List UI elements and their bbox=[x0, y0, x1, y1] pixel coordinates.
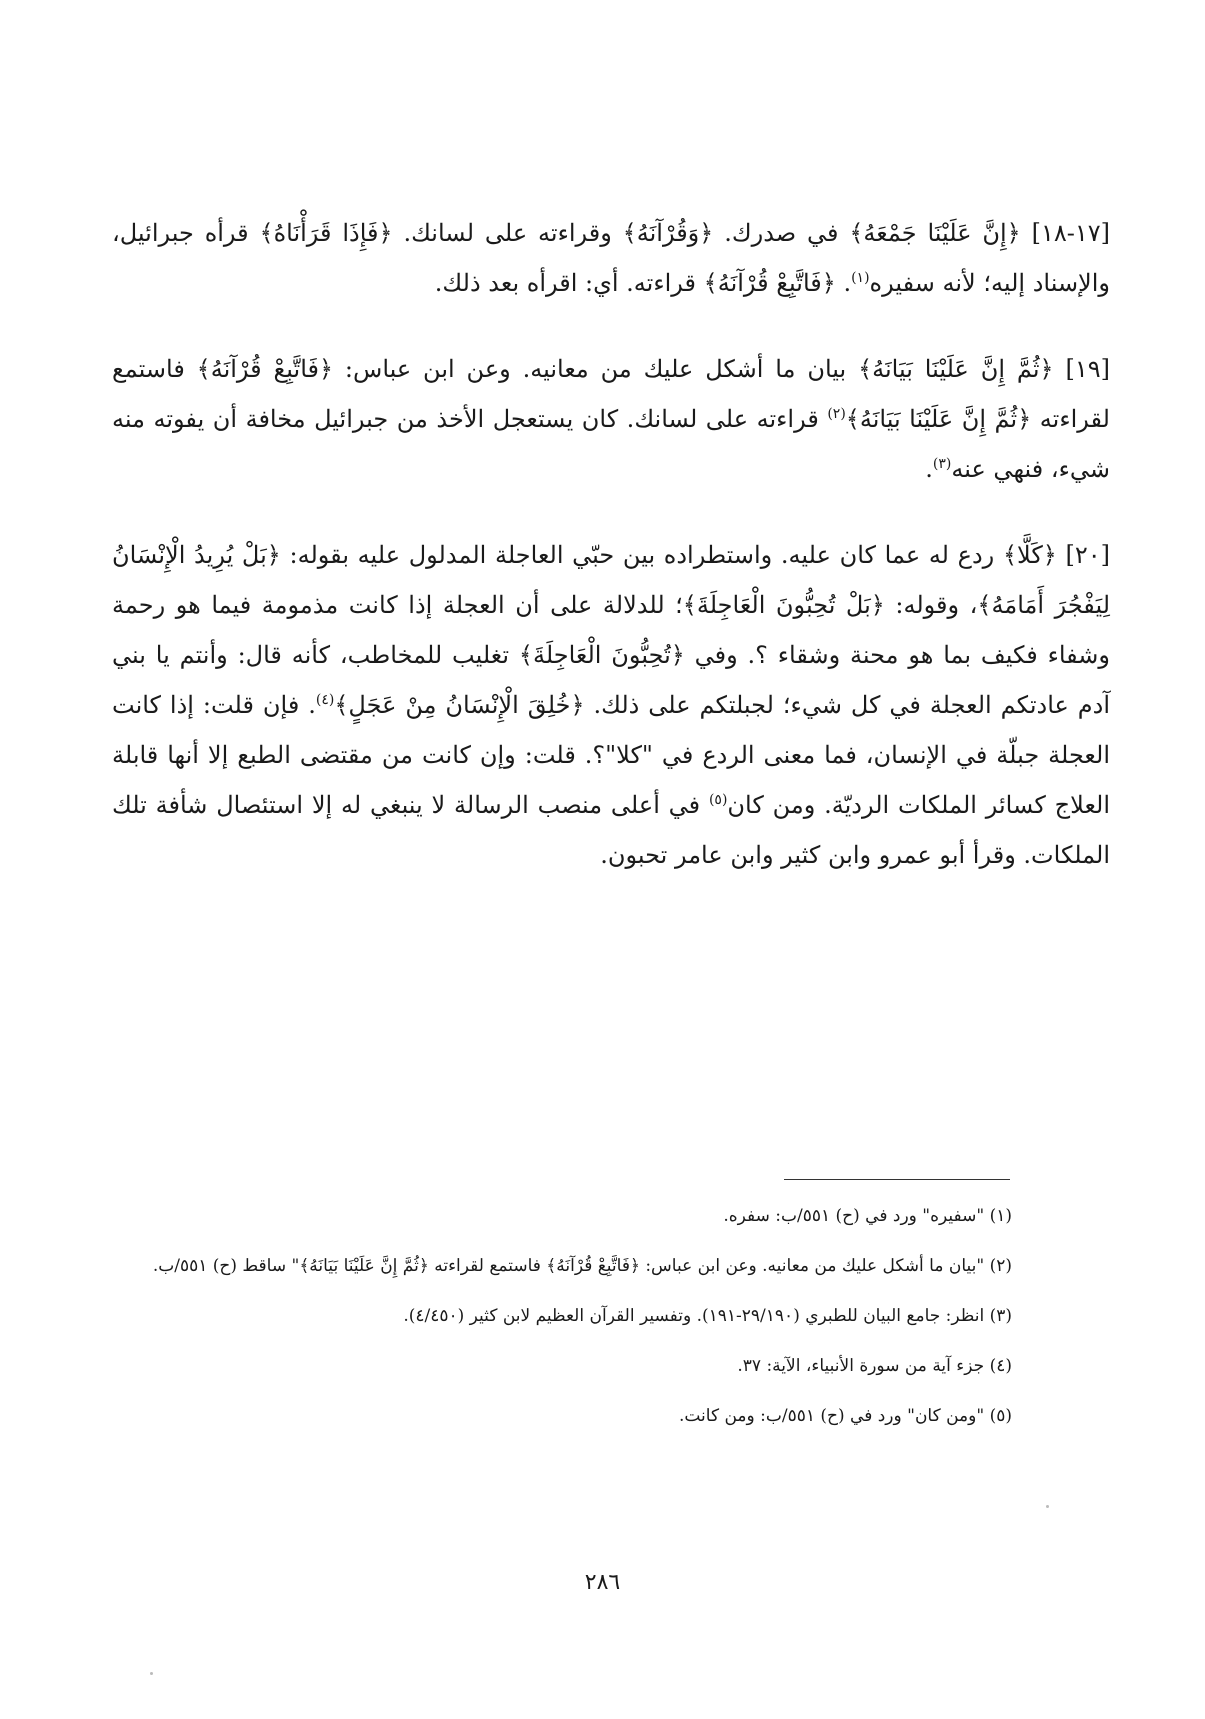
text-segment: . bbox=[925, 455, 933, 483]
text-segment: [٢٠] ﴿كَلَّا﴾ ردع له عما كان عليه. واستطراده بين حبّي العاجلة المدلول عليه بقوله: ﴿بَلْ يُرِيدُ الْإِنْسَانُ لِيَفْجُرَ أَمَامَهُ﴾، وقوله: ﴿بَلْ تُحِبُّونَ الْعَاجِلَةَ﴾؛ للدلالة على أن العجلة إذا كانت مذمومة فيما هو رحمة وشفاء فكيف بما هو محنة وشقاء ؟. وفي ﴿تُحِبُّونَ الْعَاجِلَةَ﴾ تغليب للمخاطب، كأنه قال: وأنتم يا بني آدم عادتكم العجلة في كل شيء؛ لجبلتكم على ذلك. ﴿خُلِقَ الْإِنْسَانُ مِنْ عَجَلٍ﴾ bbox=[112, 541, 1111, 719]
footnote-4: (٤) جزء آية من سورة الأنبياء، الآية: ٣٧. bbox=[737, 1356, 1012, 1376]
text-segment: . فإن قلت: إذا كانت العجلة جبلّة في الإنسان، فما معنى الردع في "كلا"؟. قلت: وإن كانت من مقتضى الطبع إلا أنها قابلة العلاج كسائر الملكات الرديّة. ومن كان bbox=[112, 691, 1110, 819]
footnote-ref-5[interactable]: (٥) bbox=[708, 792, 728, 808]
text-segment: . ﴿فَاتَّبِعْ قُرْآنَهُ﴾ قراءته. أي: اقرأه بعد ذلك. bbox=[434, 269, 852, 297]
footnote-3: (٣) انظر: جامع البيان للطبري (٢٩/١٩٠-١٩١). وتفسير القرآن العظيم لابن كثير (٤/٤٥٠). bbox=[403, 1306, 1012, 1326]
paragraph-verse-19 bbox=[112, 344, 1110, 494]
footnote-ref-3[interactable]: (٣) bbox=[932, 456, 952, 472]
text-segment: في أعلى منصب الرسالة لا ينبغي له إلا استئصال شأفة تلك الملكات. وقرأ أبو عمرو وابن كثير وابن عامر تحبون. bbox=[112, 791, 1110, 869]
page-number: ٢٨٦ bbox=[584, 1570, 621, 1595]
scan-speck bbox=[150, 1672, 153, 1675]
footnotes bbox=[112, 1196, 1012, 1446]
footnote-ref-4[interactable]: (٤) bbox=[315, 692, 335, 708]
text-segment: [١٩] ﴿ثُمَّ إِنَّ عَلَيْنَا بَيَانَهُ﴾ بيان ما أشكل عليك من معانيه. وعن ابن عباس: ﴿فَاتَّبِعْ قُرْآنَهُ﴾ فاستمع لقراءته ﴿ثُمَّ إِنَّ عَلَيْنَا بَيَانَهُ﴾ bbox=[112, 355, 1110, 433]
text-segment: قراءته على لسانك. كان يستعجل الأخذ من جبرائيل مخافة أن يفوته منه شيء، فنهي عنه bbox=[112, 405, 1110, 483]
footnote-5: (٥) "ومن كان" ورد في (ح) ٥٥١/ب: ومن كانت. bbox=[678, 1406, 1012, 1426]
main-text bbox=[112, 208, 1110, 880]
footnote-ref-2[interactable]: (٢) bbox=[827, 406, 846, 422]
paragraph-verses-17-18 bbox=[112, 208, 1110, 308]
scan-speck bbox=[1046, 1505, 1049, 1508]
paragraph-verse-20 bbox=[112, 530, 1110, 880]
footnote-2: (٢) "بيان ما أشكل عليك من معانيه. وعن ابن عباس: ﴿فَاتَّبِعْ قُرْآنَهُ﴾ فاستمع لقراءته ﴿ثُمَّ إِنَّ عَلَيْنَا بَيَانَهُ﴾" ساقط (ح) ٥٥١/ب. bbox=[152, 1256, 1012, 1276]
footnote-divider bbox=[784, 1179, 1010, 1180]
text-segment: [١٧-١٨] ﴿إِنَّ عَلَيْنَا جَمْعَهُ﴾ في صدرك. ﴿وَقُرْآنَهُ﴾ وقراءته على لسانك. ﴿فَإِذَا قَرَأْنَاهُ﴾ قرأه جبرائيل، والإسناد إليه؛ لأنه سفيره bbox=[112, 219, 1110, 297]
footnote-1: (١) "سفيره" ورد في (ح) ٥٥١/ب: سفره. bbox=[723, 1206, 1012, 1226]
footnote-ref-1[interactable]: (١) bbox=[851, 270, 870, 286]
